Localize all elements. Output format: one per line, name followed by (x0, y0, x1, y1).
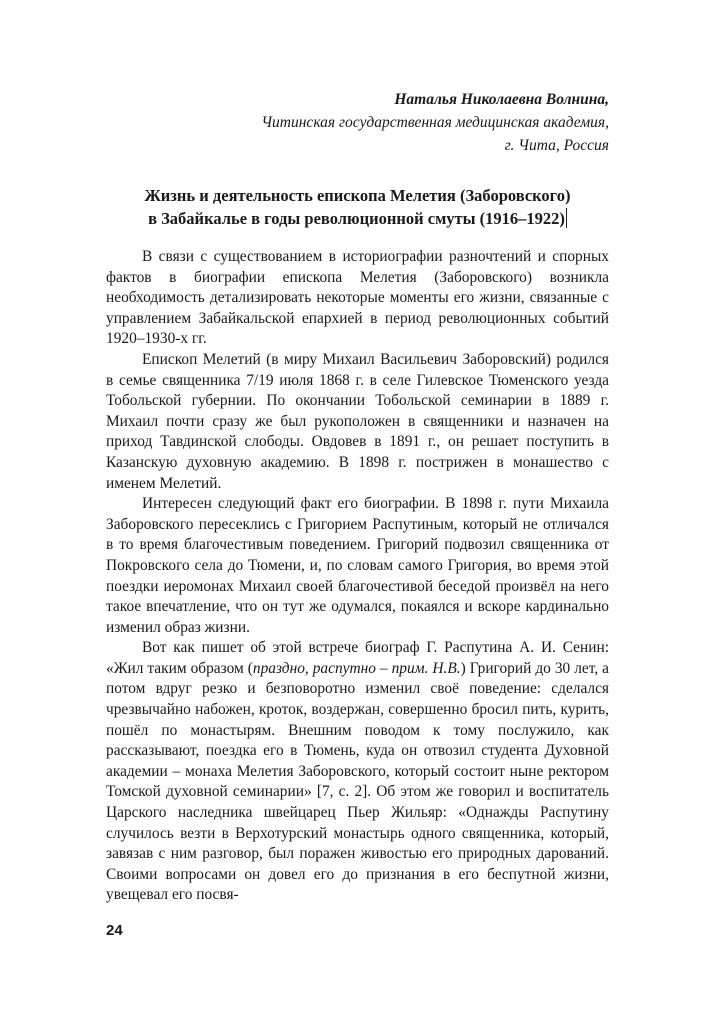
title-line-1: Жизнь и деятельность епископа Мелетия (Заборовского) (144, 186, 571, 205)
article-body (106, 247, 609, 906)
page-content (106, 88, 609, 906)
page-number: 24 (106, 922, 123, 939)
paragraph-4-italic-note: праздно, распутно – прим. Н.В. (252, 659, 461, 677)
text-cursor (566, 208, 567, 228)
title-line-2: в Забайкалье в годы революционной смуты (1916–1922) (148, 209, 565, 228)
paragraph-4 (106, 638, 609, 906)
paragraph-2: Епископ Мелетий (в миру Михаил Васильевич Заборовский) родился в семье священника 7/19 июля 1868 г. в селе Гилевское Тюменского уезда Тобольской губернии. По окончании Тобольской семинарии в 1889 г. Михаил почти сразу же был рукоположен в священники и назначен на приход Тавдинской слободы. Овдовев в 1891 г., он решает поступить в Казанскую духовную академию. В 1898 г. пострижен в монашество с именем Мелетий. (106, 350, 609, 492)
title-line-2-wrap (106, 207, 609, 230)
paragraph-4-text-after: ) Григорий до 30 лет, а потом вдруг резко и безповоротно изменил своё поведение: сделался чрезвычайно набожен, кроток, воздержан, совершенно бросил пить, курить, пошёл по монастырям. Внешним поводом к тому послужило, как рассказывают, поездка его в Тюмень, куда он отвозил студента Духовной академии – монаха Мелетия Заборовского, который состоит ныне ректором Томской духовной семинарии» [7, с. 2]. Об этом же говорил и воспитатель Царского наследника швейцарец Пьер Жильяр: «Однажды Распутину случилось везти в Верхотурский монастырь одного священника, который, завязав с ним разговор, был поражен живостью его природных дарований. Своими вопросами он довел его до признания в его беспутной жизни, увещевал его посвя- (106, 659, 609, 904)
author-block (106, 88, 609, 157)
paragraph-3: Интересен следующий факт его биографии. В 1898 г. пути Михаила Заборовского пересеклись с Григорием Распутиным, который не отличался в то время благочестивым поведением. Григорий подвозил священника от Покровского села до Тюмени, и, по словам самого Григория, во время этой поездки иеромонах Михаил своей благочестивой беседой произвёл на него такое впечатление, что он тут же одумался, покаялся и вскоре кардинально изменил образ жизни. (106, 495, 609, 636)
paragraph-1: В связи с существованием в историографии разночтений и спорных фактов в биографии епископа Мелетия (Заборовского) возникла необходимость детализировать некоторые моменты его жизни, связанные с управлением Забайкальской епархией в период революционных событий 1920–1930-х гг. (106, 248, 609, 348)
author-name: Наталья Николаевна Волнина, (394, 91, 609, 108)
article-title (106, 184, 609, 230)
author-location: г. Чита, Россия (504, 137, 609, 154)
author-affiliation: Читинская государственная медицинская академия, (261, 114, 609, 131)
paragraph-4-text-before: Вот как пишет об этой встрече биограф Г. Распутина А. И. Сенин: «Жил таким образом ( (106, 639, 609, 677)
